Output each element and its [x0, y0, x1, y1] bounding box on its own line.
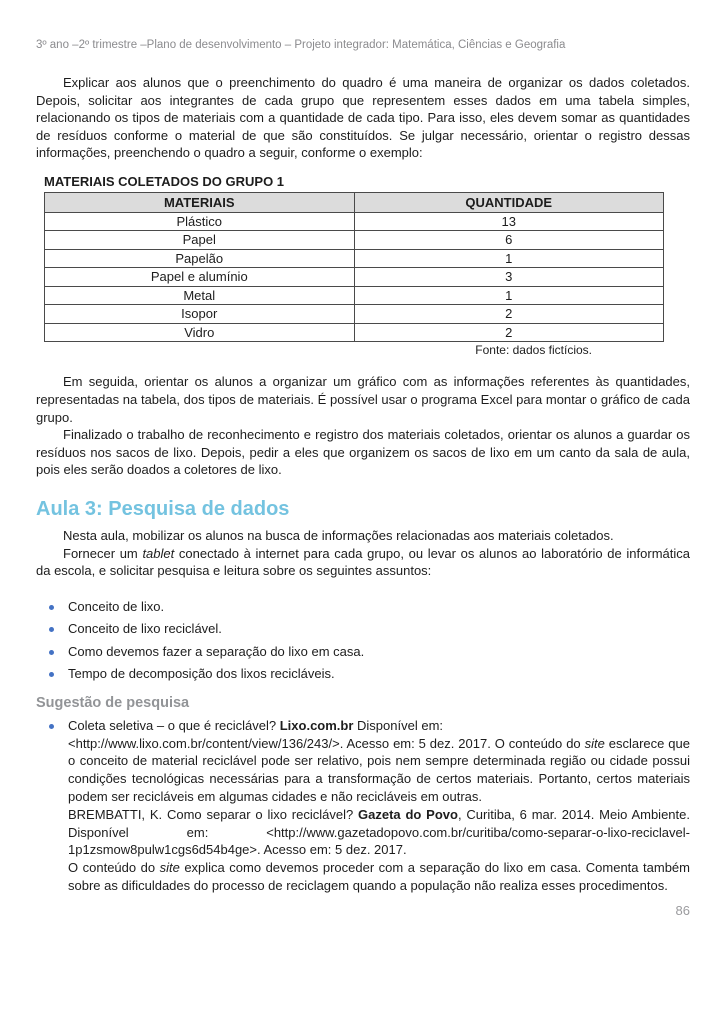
running-header: 3º ano –2º trimestre –Plano de desenvolvimento – Projeto integrador: Matemática, Ciências e Geografia: [36, 39, 566, 51]
research-intro-line: [68, 717, 690, 735]
paragraph-nesta-aula: Nesta aula, mobilizar os alunos na busca de informações relacionadas aos materiais coletados.: [63, 528, 614, 544]
topic-label: Conceito de lixo.: [68, 598, 165, 614]
table-cell: 1: [354, 249, 664, 268]
intro-paragraph: Explicar aos alunos que o preenchimento do quadro é uma maneira de organizar os dados coletados. Depois, solicitar aos integrantes de cada grupo que representem esses dados em uma tabela simples, relacionando os tipos de materiais com a quantidade de cada tipo. Para isso, eles devem somar as quantidades de resíduos conforme o material de que são constituídos. Se julgar necessário, orientar o registro dessas informações, preenchendo o quadro a seguir, conforme o exemplo:: [36, 75, 690, 161]
page-number: 86: [675, 902, 690, 918]
table-cell: 2: [354, 323, 664, 342]
column-header-materiais: MATERIAIS: [45, 192, 355, 212]
text-run: Disponível em:: [353, 717, 444, 733]
table-cell: Metal: [45, 286, 355, 305]
text-run: esclarece que o conceito de material reciclável pode ser relativo, pois nem sempre determinada região ou cidade possui condições tecnológicas necessárias para a transformação de certos materiais. Portanto, certos materiais podem ser recicláveis em algumas cidades e não recicláveis em outras.: [68, 735, 690, 804]
table-row: [45, 249, 664, 268]
table-cell: Papel e alumínio: [45, 268, 355, 287]
table-cell: Vidro: [45, 323, 355, 342]
subsection-title-sugestao: Sugestão de pesquisa: [36, 694, 190, 711]
text-run: site: [584, 735, 605, 751]
topic-item: [36, 596, 690, 619]
column-header-quantidade: QUANTIDADE: [354, 192, 664, 212]
text-run: BREMBATTI, K. Como separar o lixo reciclável?: [68, 806, 359, 822]
text-run: Fornecer um: [63, 545, 143, 561]
topic-item: [36, 641, 690, 664]
table-title: MATERIAIS COLETADOS DO GRUPO 1: [44, 173, 285, 189]
topics-list: [36, 596, 690, 686]
research-item-body: [68, 717, 690, 895]
topic-label: Tempo de decomposição dos lixos recicláveis.: [68, 666, 335, 682]
bullet-icon: [49, 605, 54, 610]
bullet-icon: [49, 724, 54, 729]
table-row: [45, 268, 664, 287]
text-run: Lixo.com.br: [279, 717, 354, 733]
paragraph-finalizado: Finalizado o trabalho de reconhecimento e registro dos materiais coletados, orientar os alunos a guardar os resíduos nos sacos de lixo. Depois, pedir a eles que organizem os sacos de lixo em um canto da sala de aula, pois eles serão doados a coletores de lixo.: [36, 427, 690, 478]
reference-gazeta-do-povo: [68, 806, 690, 859]
topic-label: Como devemos fazer a separação do lixo em casa.: [68, 643, 365, 659]
topic-item: [36, 663, 690, 686]
table-row: [45, 305, 664, 324]
research-list-item: [36, 717, 690, 895]
table-source-note: Fonte: dados fictícios.: [475, 343, 592, 358]
text-run: conectado à internet para cada grupo, ou levar os alunos ao laboratório de informática da escola, e solicitar pesquisa e leitura sobre os seguintes assuntos:: [36, 545, 690, 579]
topic-label: Conceito de lixo reciclável.: [68, 621, 222, 637]
text-run: <http://www.lixo.com.br/content/view/136/243/>. Acesso em: 5 dez. 2017. O conteúdo do: [68, 735, 585, 751]
text-run: , Curitiba, 6 mar. 2014. Meio Ambiente. Disponível em: <http://www.gazetadopovo.com.br/curitiba/como-separar-o-lixo-reciclavel-1p1zsmow8pulw1cgs6d54b4ge>. Acesso em: 5 dez. 2017.: [68, 806, 690, 858]
text-run: explica como devemos proceder com a separação do lixo em casa. Comenta também sobre as dificuldades do processo de reciclagem quando a população não realiza esses procedimentos.: [68, 860, 690, 893]
table-cell: 3: [354, 268, 664, 287]
table-cell: Isopor: [45, 305, 355, 324]
table-cell: 1: [354, 286, 664, 305]
table-cell: 6: [354, 231, 664, 250]
bullet-icon: [49, 650, 54, 655]
table-row: [45, 286, 664, 305]
bullet-icon: [49, 627, 54, 632]
section-title-aula-3: Aula 3: Pesquisa de dados: [36, 498, 290, 521]
table-header-row: [45, 192, 664, 212]
materials-table: [44, 192, 664, 343]
reference-note: [68, 859, 690, 895]
text-run: Coleta seletiva – o que é reciclável?: [68, 717, 280, 733]
table-row: [45, 212, 664, 231]
text-run: O conteúdo do: [68, 860, 160, 876]
topic-item: [36, 618, 690, 641]
table-cell: 13: [354, 212, 664, 231]
text-run: Gazeta do Povo: [358, 806, 458, 822]
table-cell: Papelão: [45, 249, 355, 268]
table-cell: 2: [354, 305, 664, 324]
paragraph-fornecer-tablet: [36, 545, 690, 580]
bullet-icon: [49, 672, 54, 677]
table-row: [45, 323, 664, 342]
text-run: tablet: [142, 545, 175, 561]
table-cell: Plástico: [45, 212, 355, 231]
text-run: site: [159, 860, 180, 876]
table-cell: Papel: [45, 231, 355, 250]
table-row: [45, 231, 664, 250]
reference-lixo-com-br: [68, 735, 690, 806]
paragraph-em-seguida: Em seguida, orientar os alunos a organizar um gráfico com as informações referentes às quantidades, representadas na tabela, dos tipos de materiais. É possível usar o programa Excel para montar o gráfico de cada grupo.: [36, 374, 690, 425]
